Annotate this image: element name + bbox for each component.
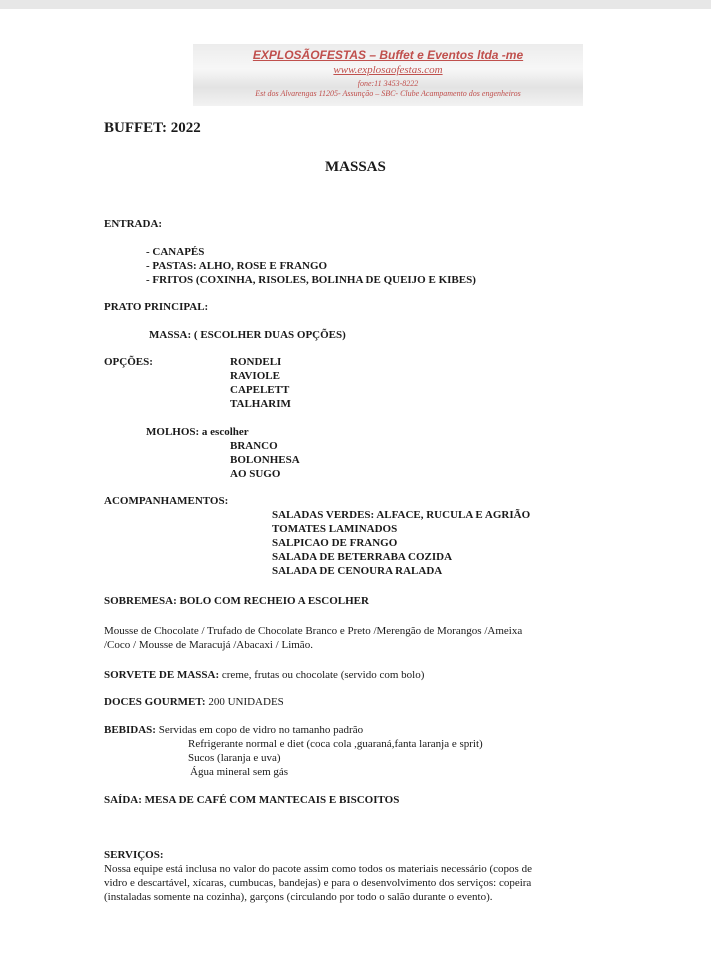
bebidas-line xyxy=(104,724,363,737)
saida-line: SAÍDA: MESA DE CAFÉ COM MANTECAIS E BISCOITOS xyxy=(104,794,400,806)
acompanhamento-item: SALPICAO DE FRANGO xyxy=(272,537,398,549)
buffet-title: BUFFET: 2022 xyxy=(104,120,201,136)
opcoes-label: OPÇÕES: xyxy=(104,356,153,368)
sobremesa-label: SOBREMESA: BOLO COM RECHEIO A ESCOLHER xyxy=(104,595,369,607)
letterhead-address: Est dos Alvarengas 11205- Assunção – SBC- Clube Acampamento dos engenheiros xyxy=(255,89,521,98)
letterhead-company-name: EXPLOSÃOFESTAS – Buffet e Eventos ltda -me xyxy=(252,48,524,62)
bebidas-label: BEBIDAS: xyxy=(104,724,156,736)
servicos-label: SERVIÇOS: xyxy=(104,849,164,861)
servicos-text-line: Nossa equipe está inclusa no valor do pacote assim como todos os materiais necessário (copos de xyxy=(104,863,532,875)
doces-text: 200 UNIDADES xyxy=(205,696,284,708)
sobremesa-options-line: Mousse de Chocolate / Trufado de Chocolate Branco e Preto /Merengão de Morangos /Ameixa xyxy=(104,625,523,637)
acompanhamento-item: TOMATES LAMINADOS xyxy=(272,523,398,535)
acompanhamento-item: SALADA DE BETERRABA COZIDA xyxy=(272,551,453,563)
doces-line xyxy=(104,696,284,709)
opcao-item: RAVIOLE xyxy=(230,370,280,382)
section-title: MASSAS xyxy=(325,159,386,175)
entrada-item: - FRITOS (COXINHA, RISOLES, BOLINHA DE QUEIJO E KIBES) xyxy=(146,274,476,286)
opcao-item: CAPELETT xyxy=(230,384,290,396)
acompanhamento-item: SALADA DE CENOURA RALADA xyxy=(272,565,443,577)
sorvete-text: creme, frutas ou chocolate (servido com bolo) xyxy=(219,669,425,681)
molho-item: BOLONHESA xyxy=(230,454,300,466)
letterhead-phone: fone:11 3453-8222 xyxy=(357,79,419,88)
servicos-text-line: (instaladas somente na cozinha), garçons (circulando por todo o salão durante o evento). xyxy=(104,891,493,903)
prato-principal-label: PRATO PRINCIPAL: xyxy=(104,301,209,313)
servicos-text-line: vidro e descartável, xícaras, cumbucas, bandejas) e para o desenvolvimento dos serviços: copeira xyxy=(104,877,532,889)
massa-instruction: MASSA: ( ESCOLHER DUAS OPÇÕES) xyxy=(149,329,346,341)
entrada-item: - PASTAS: ALHO, ROSE E FRANGO xyxy=(146,260,328,272)
opcao-item: RONDELI xyxy=(230,356,282,368)
opcao-item: TALHARIM xyxy=(230,398,291,410)
molhos-label: MOLHOS: a escolher xyxy=(146,426,249,438)
molho-item: AO SUGO xyxy=(230,468,281,480)
sorvete-label: SORVETE DE MASSA: xyxy=(104,669,220,681)
letterhead-website: www.explosaofestas.com xyxy=(333,64,443,76)
letterhead-banner xyxy=(193,44,583,106)
doces-label: DOCES GOURMET: xyxy=(104,696,206,708)
sobremesa-options-line: /Coco / Mousse de Maracujá /Abacaxi / Limão. xyxy=(104,639,313,651)
window-top-bar xyxy=(0,0,711,9)
document-page xyxy=(0,9,711,960)
molho-item: BRANCO xyxy=(230,440,278,452)
bebidas-text: Servidas em copo de vidro no tamanho padrão xyxy=(155,724,364,736)
bebida-item: Água mineral sem gás xyxy=(190,766,289,778)
bebida-item: Sucos (laranja e uva) xyxy=(188,752,281,764)
bebida-item: Refrigerante normal e diet (coca cola ,guaraná,fanta laranja e sprit) xyxy=(188,738,483,750)
entrada-label: ENTRADA: xyxy=(104,218,163,230)
sorvete-line xyxy=(104,669,424,682)
acompanhamentos-label: ACOMPANHAMENTOS: xyxy=(104,495,229,507)
entrada-item: - CANAPÉS xyxy=(146,246,205,258)
acompanhamento-item: SALADAS VERDES: ALFACE, RUCULA E AGRIÃO xyxy=(272,509,531,521)
